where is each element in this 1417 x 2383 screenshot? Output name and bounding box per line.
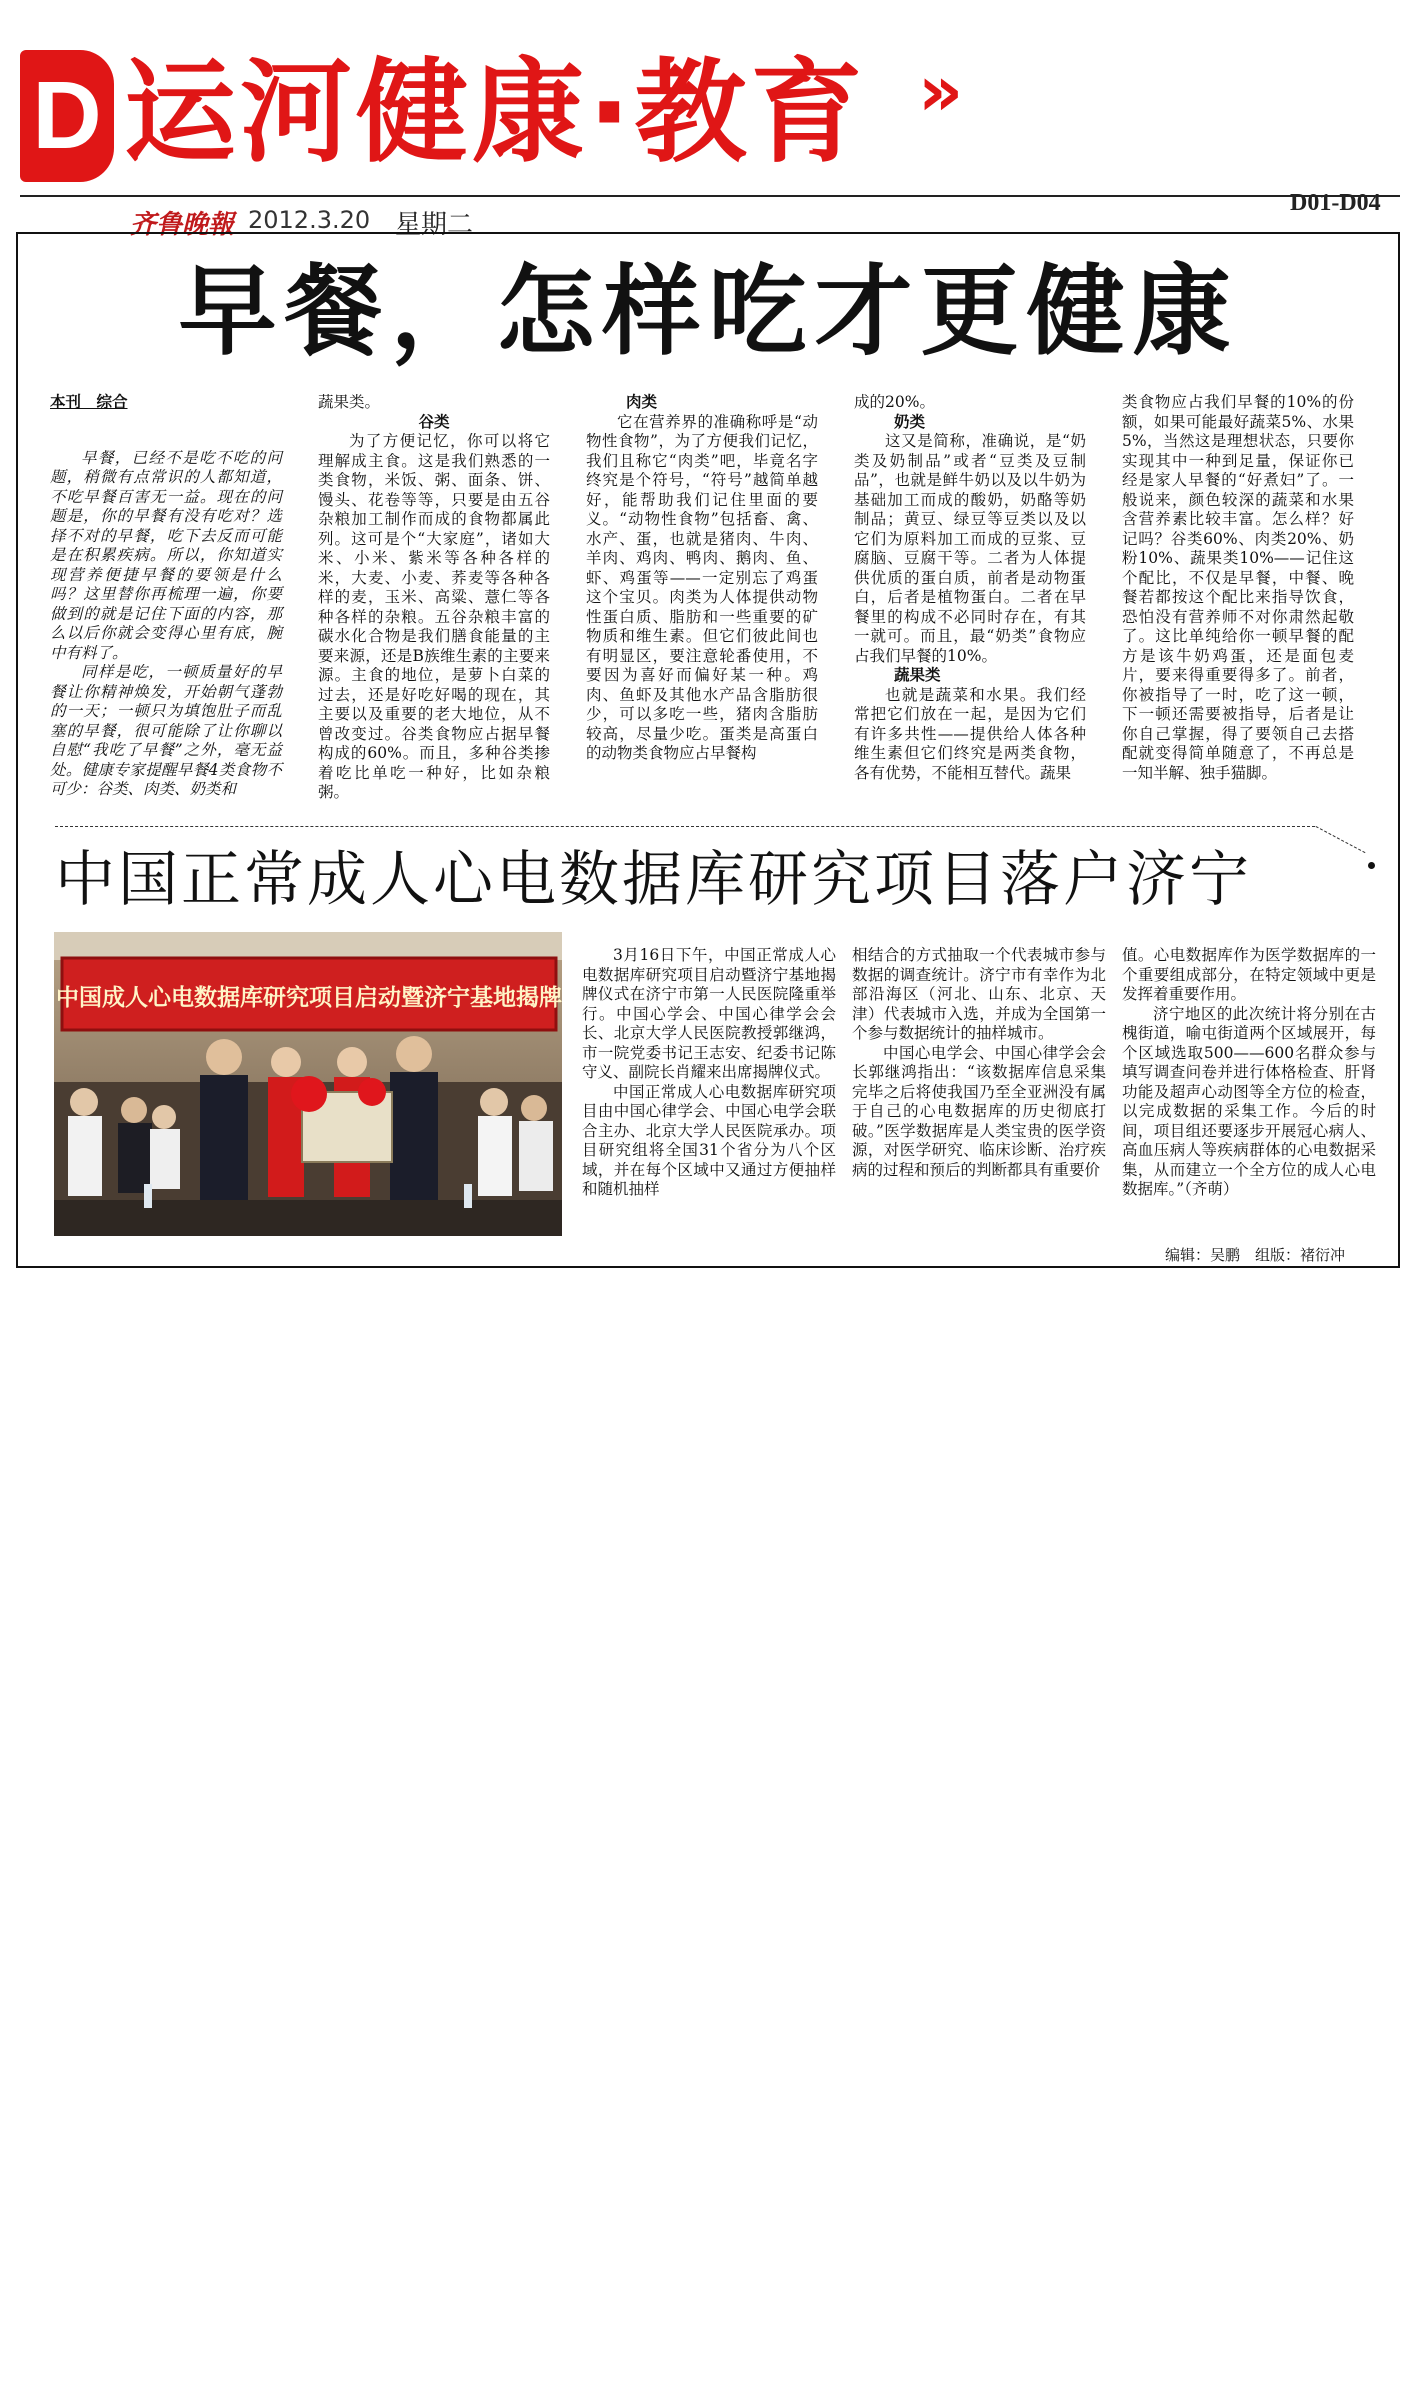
subheading-meat: 肉类 bbox=[626, 393, 658, 411]
masthead-rule bbox=[20, 195, 1400, 197]
article1-column-4 bbox=[854, 393, 1086, 783]
subheading-dairy: 奶类 bbox=[894, 412, 926, 431]
ecg-paragraph: 值。心电数据库作为医学数据库的一个重要组成部分，在特定领域中更是发挥着重要作用。 bbox=[1122, 946, 1376, 1003]
ecg-paragraph: 中国心电学会、中国心律学会会长郭继鸿指出：“该数据库信息采集完毕之后将使我国乃至全亚洲没有属于自己的心电数据库的历史彻底打破。”医学数据库是人类宝贵的医学资源，对医学研究、临床诊断、治疗疾病的过程和预后的判断都具有重要价 bbox=[852, 1043, 1106, 1179]
ecg-paragraph: 相结合的方式抽取一个代表城市参与数据的调查统计。济宁市有幸作为北部沿海区（河北、山东、北京、天津）代表城市入选，并成为全国第一个参与数据统计的抽样城市。 bbox=[852, 946, 1106, 1042]
meat-paragraph: 它在营养界的准确称呼是“动物性食物”，为了方便我们记忆，我们且称它“肉类”吧，毕竟名字终究是个符号，“符号”越简单越好，能帮助我们记住里面的要义。“动物性食物”包括畜、禽、水产、蛋，也就是猪肉、牛肉、羊肉、鸡肉、鸭肉、鹅肉、鱼、虾、鸡蛋等——一定别忘了鸡蛋这个宝贝。肉类为人体提供动物性蛋白质、脂肪和一些重要的矿物质和维生素。但它们彼此间也有明显区，要注意轮番使用，不要因为喜好而偏好某一种。鸡肉、鱼虾及其他水产品含脂肪很少，可以多吃一些，猪肉含脂肪较高，尽量少吃。蛋类是高蛋白的动物类食物应占早餐构 bbox=[586, 412, 818, 762]
grain-paragraph: 为了方便记忆，你可以将它理解成主食。这是我们熟悉的一类食物，米饭、粥、面条、饼、馒头、花卷等等，只要是由五谷杂粮加工制作而成的食物都属此列。这可是个“大家庭”，诸如大米、小米、紫米等各种各样的米，大麦、小麦、荞麦等各种各样的麦，玉米、高粱、薏仁等各种各样的杂粮。五谷杂粮丰富的碳水化合物是我们膳食能量的主要来源，还是B族维生素的主要来源。主食的地位，是萝卜白菜的过去，还是好吃好喝的现在，其主要以及重要的老大地位，从不曾改变过。谷类食物应占据早餐构成的60%。而且，多种谷类掺着吃比单吃一种好，比如杂粮粥。 bbox=[318, 432, 550, 801]
intro-paragraph: 同样是吃，一顿质量好的早餐让你精神焕发，开始朝气蓬勃的一天；一顿只为填饱肚子而乱塞的早餐，很可能除了让你聊以自慰“我吃了早餐”之外，毫无益处。健康专家提醒早餐4类食物不可少：谷类、肉类、奶类和 bbox=[50, 663, 282, 798]
dashed-separator bbox=[55, 826, 1315, 827]
byline: 本刊 综合 bbox=[50, 393, 128, 411]
headline-ecg-database: 中国正常成人心电数据库研究项目落户济宁 bbox=[55, 845, 1252, 915]
ecg-paragraph: 中国正常成人心电数据库研究项目由中国心律学会、中国心电学会联合主办、北京大学人民医院承办。项目研究组将全国31个省分为八个区域，并在每个区域中又通过方便抽样和随机抽样 bbox=[582, 1082, 836, 1198]
continued-text: 蔬果类。 bbox=[318, 393, 381, 411]
continued-text: 成的20%。 bbox=[854, 393, 935, 411]
section-title: 运河健康·教育 bbox=[124, 48, 867, 178]
editor-credit: 编辑：吴鹏 组版：褚衍冲 bbox=[1165, 1246, 1346, 1264]
ceremony-photo-illustration bbox=[54, 932, 562, 1236]
photo-banner-text: 中国成人心电数据库研究项目启动暨济宁基地揭牌 bbox=[56, 985, 562, 1011]
issue-date: 2012.3.20 bbox=[248, 206, 371, 234]
continued-text: 类食物应占我们早餐的10%的份额，如果可能最好蔬菜5%、水果5%，当然这是理想状态，只要你实现其中一种到足量，保证你已经是家人早餐的“好煮妇”了。一般说来，颜色较深的蔬菜和水果含营养素比较丰富。怎么样？好记吗？谷类60%、肉类20%、奶粉10%、蔬果类10%——记住这个配比，不仅是早餐，中餐、晚餐若都按这个配比来指导饮食，恐怕没有营养师不对你肃然起敬了。这比单纯给你一顿早餐的配方是该牛奶鸡蛋，还是面包麦片，要来得重要得多了。前者，你被指导了一时，吃了这一顿，下一顿还需要被指导，后者是让你自己掌握，得了要领自己去搭配就变得简单随意了，不再总是一知半解、独手猫脚。 bbox=[1122, 393, 1354, 782]
subheading-vegetables: 蔬果类 bbox=[894, 666, 941, 684]
headline-breakfast: 早餐，怎样吃才更健康 bbox=[178, 255, 1239, 369]
vegetable-paragraph: 也就是蔬菜和水果。我们经常把它们放在一起，是因为它们有许多共性——提供给人体各种维生素但它们终究是两类食物，各有优势，不能相互替代。蔬果 bbox=[854, 685, 1086, 782]
intro-paragraph: 早餐，已经不是吃不吃的问题，稍微有点常识的人都知道，不吃早餐百害无一益。现在的问题是，你的早餐有没有吃对？选择不对的早餐，吃下去反而可能是在积累疾病。所以，你知道实现营养便捷早餐的要领是什么吗？这里替你再梳理一遍，你要做到的就是记住下面的内容，那么以后你就会变得心里有底，腕中有料了。 bbox=[50, 448, 282, 662]
article2-column-2 bbox=[852, 946, 1106, 1180]
ecg-paragraph: 济宁地区的此次统计将分别在古槐街道，喻屯街道两个区域展开，每个区域选取500——600名群众参与填写调查问卷并进行体格检查、肝肾功能及超声心动图等全方位的检查，以完成数据的采集工作。今后的时间，项目组还要逐步开展冠心病人、高血压病人等疾病群体的心电数据采集，从而建立一个全方位的成人心电数据库。”（齐萌） bbox=[1122, 1004, 1376, 1198]
section-arrows: » bbox=[918, 50, 964, 132]
article2-column-1 bbox=[582, 946, 836, 1200]
newspaper-logo: 齐鲁晚報 bbox=[130, 210, 235, 240]
subheading-grain: 谷类 bbox=[418, 412, 450, 431]
dairy-paragraph: 这又是简称，准确说，是“奶类及奶制品”或者“豆类及豆制品”，也就是鲜牛奶以及以牛奶为基础加工而成的酸奶，奶酪等奶制品；黄豆、绿豆等豆类以及以它们为原料加工而成的豆浆、豆腐脑、豆腐干等。二者为人体提供优质的蛋白质，前者是动物蛋白，后者是植物蛋白。二者在早餐里的构成不必同时存在，有其一就可。而且，最“奶类”食物应占我们早餐的10%。 bbox=[854, 432, 1086, 665]
article1-column-5 bbox=[1122, 393, 1354, 783]
article1-column-1 bbox=[50, 393, 282, 800]
ceremony-photo bbox=[54, 932, 562, 1236]
separator-dot bbox=[1368, 862, 1375, 869]
section-logo-letter: D bbox=[20, 50, 114, 182]
article1-column-3 bbox=[586, 393, 818, 764]
page-range: D01-D04 bbox=[1290, 190, 1381, 216]
article1-column-2 bbox=[318, 393, 550, 803]
ecg-paragraph: 3月16日下午，中国正常成人心电数据库研究项目启动暨济宁基地揭牌仪式在济宁市第一人民医院隆重举行。中国心学会、中国心律学会会长、北京大学人民医院教授郭继鸿，市一院党委书记王志安、纪委书记陈守义、副院长肖耀来出席揭牌仪式。 bbox=[582, 946, 836, 1081]
issue-weekday: 星期二 bbox=[395, 210, 474, 240]
article2-column-3 bbox=[1122, 946, 1376, 1200]
